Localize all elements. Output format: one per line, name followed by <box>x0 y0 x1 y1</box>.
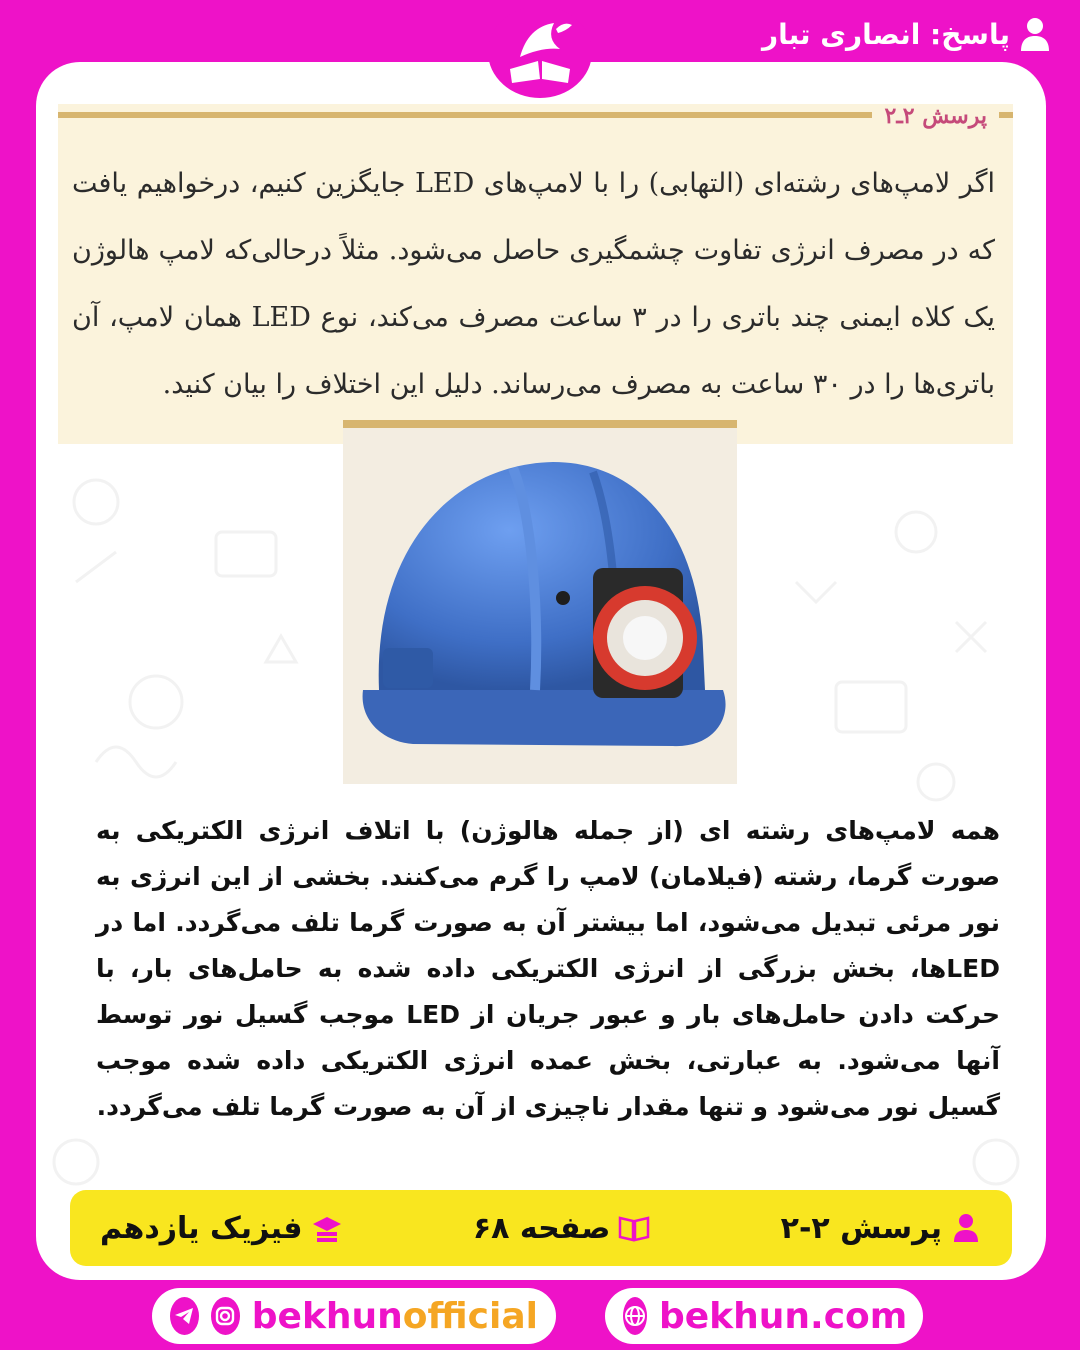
social-handle-prefix: bekhun <box>251 1295 403 1337</box>
textbook-excerpt <box>58 104 1013 444</box>
subject <box>100 1211 343 1246</box>
website-url[interactable]: bekhun.com <box>659 1295 908 1337</box>
responder-label: پاسخ: انصاری تبار <box>761 17 1010 51</box>
question-number-label: پرسش ۲-۲ <box>780 1210 942 1246</box>
responder-label-container <box>762 14 1050 54</box>
social-handle[interactable] <box>252 1296 538 1337</box>
excerpt-title: پرسش ۲ـ۲ <box>872 104 999 128</box>
answer-text: همه لامپ‌های رشته ای (از جمله هالوژن) با اتلاف انرژی الکتریکی به صورت گرما، رشته (فیلامان) لامپ را گرم می‌کنند. بخشی از این انرژی به نور مرئی تبدیل می‌شود، اما بیشتر آن به صورت گرما تلف می‌گردد. اما در LEDها، بخش بزرگی از انرژی الکتریکی داده شده به حامل‌های بار، با حرکت دادن حامل‌های بار و عبور جریان از LED موجب گسیل نور توسط آنها می‌شود. به عبارتی، بخش عمده انرژی الکتریکی داده شده موجب گسیل نور می‌شود و تنها مقدار ناچیزی از آن به صورت گرما تلف می‌گردد. <box>96 816 1000 1121</box>
footer <box>0 1288 1080 1344</box>
page-number-label: صفحه ۶۸ <box>472 1210 611 1246</box>
user-icon <box>1020 17 1050 51</box>
excerpt-question-text: اگر لامپ‌های رشته‌ای (التهابی) را با لامپ‌های LED جایگزین کنیم، درخواهیم یافت که در مصرف انرژی تفاوت چشمگیری حاصل می‌شود. مثلاً درحالی‌که لامپ هالوژن یک کلاه ایمنی چند باتری را در ۳ ساعت مصرف می‌کند، نوع LED همان لامپ، آن باتری‌ها را در ۳۰ ساعت به مصرف می‌رساند. دلیل این اختلاف را بیان کنید. <box>72 168 996 400</box>
subject-label: فیزیک یازدهم <box>100 1210 303 1246</box>
graduation-cap-icon <box>311 1212 343 1244</box>
social-handle-suffix: official <box>402 1295 538 1337</box>
content-card <box>36 62 1046 1280</box>
website-pill[interactable] <box>605 1288 923 1344</box>
teacher-icon <box>950 1212 982 1244</box>
question-number <box>781 1211 982 1246</box>
globe-icon <box>623 1297 647 1335</box>
social-handle-pill[interactable] <box>152 1288 556 1344</box>
book-logo-icon <box>498 17 582 87</box>
helmet-photo <box>343 420 737 784</box>
safety-helmet-illustration <box>343 428 737 776</box>
open-book-icon <box>618 1212 650 1244</box>
brand-logo <box>488 6 592 98</box>
excerpt-top-rule <box>58 112 1013 118</box>
telegram-icon[interactable] <box>170 1297 199 1335</box>
page-number <box>473 1211 650 1246</box>
instagram-icon[interactable] <box>211 1297 240 1335</box>
info-bar <box>70 1190 1012 1266</box>
